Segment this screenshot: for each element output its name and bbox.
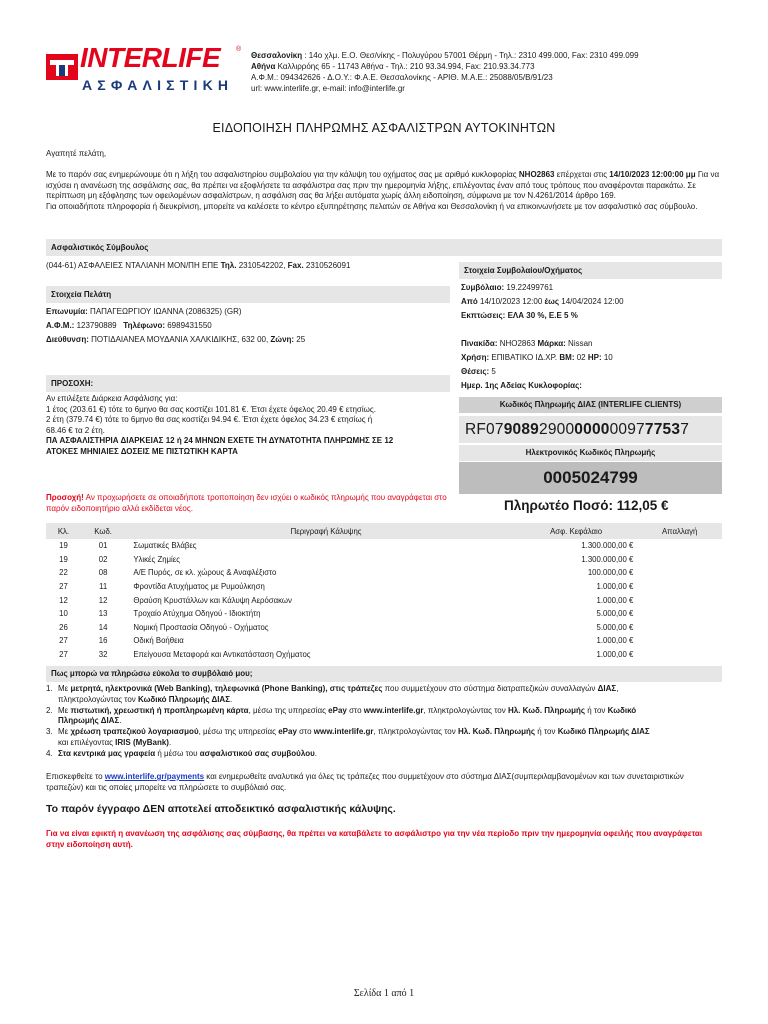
cell-capital: 1.000,00 € — [596, 650, 634, 660]
table-row — [46, 580, 722, 594]
logo-subtitle: ΑΣΦΑΛΙΣΤΙΚΗ — [82, 77, 234, 93]
cell-capital: 5.000,00 € — [596, 609, 634, 619]
cell-capital: 1.300.000,00 € — [581, 541, 634, 551]
how-to-pay-heading: Πως μπορώ να πληρώσω εύκολα το συμβόλαιό μου; — [46, 666, 722, 682]
cell-deductible — [637, 621, 722, 635]
table-row — [46, 634, 722, 648]
cell-description: Σωματικές Βλάβες — [133, 541, 197, 551]
table-row — [46, 621, 722, 635]
cell-code: 02 — [98, 554, 108, 564]
cell-description: Νομική Προστασία Οδηγού - Οχήματος — [133, 622, 269, 632]
vehicle-use: Χρήση: ΕΠΙΒΑΤΙΚΟ ΙΔ.ΧΡ. BM: 02 HP: 10 — [461, 353, 613, 362]
cell-code: 11 — [99, 582, 108, 592]
payment-method-item: 2. Με πιστωτική, χρεωστική ή προπληρωμένη κάρτα, μέσω της υπηρεσίας ePay στο www.interlife.gr, πληκτρολογώντας τον Ηλ. Κωδ. Πληρωμής ή τον Κωδικό Πληρωμής ΔΙΑΣ. — [46, 705, 637, 726]
cell-class: 27 — [59, 582, 68, 592]
table-row — [46, 593, 722, 607]
coverage-table-header — [46, 523, 722, 539]
col-code: Κωδ. — [81, 523, 125, 539]
cell-capital: 1.000,00 € — [596, 582, 634, 592]
payments-link[interactable]: www.interlife.gr/payments — [104, 772, 205, 781]
cell-capital: 5.000,00 € — [596, 622, 634, 632]
cell-code: 13 — [98, 609, 108, 619]
cell-description: Οδική Βοήθεια — [133, 636, 184, 646]
disclaimer: Το παρόν έγγραφο ΔΕΝ αποτελεί αποδεικτικό ασφαλιστικής κάλυψης. — [46, 803, 396, 815]
table-row — [46, 607, 722, 621]
logo-text: INTERLIFE — [80, 42, 221, 73]
cell-description: Τροχαίο Ατύχημα Οδηγού - Ιδιοκτήτη — [133, 609, 261, 619]
customer-name: Επωνυμία: ΠΑΠΑΓΕΩΡΓΙΟΥ ΙΩΑΝΝΑ (2086325) (GR) — [46, 307, 242, 316]
cell-class: 22 — [59, 568, 68, 578]
cell-class: 19 — [59, 541, 68, 551]
table-row — [46, 539, 722, 553]
payment-method-item: 1. Με μετρητά, ηλεκτρονικά (Web Banking), τηλεφωνικά (Phone Banking), στις τράπεζες που συμμετέχουν στο σύστημα διατραπεζικών συναλλαγών ΔΙΑΣ, πληκτρολογώντας τον Κωδικό Πληρωμής ΔΙΑΣ. — [46, 684, 619, 704]
advisor-info: (044-61) ΑΣΦΑΛΕΙΕΣ ΝΤΑΛΙΑΝΗ ΜΟΝ/ΠΗ ΕΠΕ Τηλ. 2310542202, Fax. 2310526091 — [46, 261, 351, 270]
logo-registered-mark: ® — [236, 46, 242, 53]
advisor-heading: Ασφαλιστικός Σύμβουλος — [46, 239, 722, 256]
amount-due: Πληρωτέο Ποσό: 112,05 € — [504, 498, 669, 513]
cell-description: Φροντίδα Ατυχήματος με Ρυμούλκηση — [133, 582, 265, 592]
table-row — [46, 566, 722, 580]
company-contact: Θεσσαλονίκη : 14ο χλμ. Ε.Ο. Θεσ/νίκης - Πολυγύρου 57001 Θέρμη - Τηλ.: 2310 499.000, Fax: 2310 499.099 Αθήνα Καλλιρρόης 65 - 11743 Αθήνα - Τηλ.: 210 93.34.994, Fax: 210.93.34.773 Α.Φ.Μ.: 094342626 - Δ.Ο.Υ.: Φ.Α.Ε. Θεσσαλονίκης - ΑΡΙΘ. Μ.Α.Ε.: 25088/05/Β/91/23 url: www.interlife.gr, e-mail: info@interlife.gr — [251, 51, 639, 93]
cell-deductible — [637, 634, 722, 648]
modification-warning: Προσοχή! Αν προχωρήσετε σε οποιαδήποτε τροποποίηση δεν ισχύει ο κωδικός πληρωμής που αναγράφεται στο παρόν ειδοποιητήριο αλλά εκδίδεται νέος. — [46, 493, 447, 513]
contract-heading: Στοιχεία Συμβολαίου/Οχήματος — [459, 262, 722, 279]
cell-capital: 1.000,00 € — [596, 595, 634, 605]
cell-class: 27 — [59, 636, 68, 646]
cell-deductible — [637, 648, 722, 662]
cell-description: Θραύση Κρυστάλλων και Κάλυψη Αερόσακων — [133, 595, 292, 605]
renewal-notice: Για να είναι εφικτή η ανανέωση της ασφάλισης σας σύμβασης, θα πρέπει να καταβάλετε το ασφάλιστρο για την νέα περίοδο πριν την ημερομηνία οφειλής που αναγράφεται στην ειδοποίηση αυτή. — [46, 829, 703, 849]
e-code-heading: Ηλεκτρονικός Κωδικός Πληρωμής — [459, 445, 722, 461]
cell-class: 27 — [59, 650, 68, 660]
cell-deductible — [637, 539, 722, 553]
cell-deductible — [637, 607, 722, 621]
col-description: Περιγραφή Κάλυψης — [125, 523, 519, 539]
vehicle-plate: Πινακίδα: ΝΗΟ2863 Μάρκα: Nissan — [461, 339, 593, 348]
vehicle-seats: Θέσεις: 5 — [461, 367, 496, 376]
cell-class: 10 — [59, 609, 68, 619]
cell-deductible — [637, 566, 722, 580]
cell-deductible — [637, 553, 722, 567]
payment-methods-list — [46, 684, 722, 760]
cell-code: 14 — [98, 622, 108, 632]
contract-policy: Συμβόλαιο: 19.22499761 — [461, 283, 554, 292]
contract-period: Από 14/10/2023 12:00 έως 14/04/2024 12:00 — [461, 297, 624, 306]
cell-capital: 1.000,00 € — [596, 636, 634, 646]
cell-code: 12 — [98, 595, 108, 605]
cell-class: 12 — [59, 595, 68, 605]
cell-code: 16 — [98, 636, 108, 646]
cell-capital: 100.000,00 € — [587, 568, 634, 578]
cell-class: 26 — [59, 622, 68, 632]
cell-code: 01 — [98, 541, 108, 551]
cell-description: Α/Ε Πυρός, σε κλ. χώρους & Αναφλέξιστο — [133, 568, 277, 578]
page-number: Σελίδα 1 από 1 — [353, 988, 415, 999]
customer-heading: Στοιχεία Πελάτη — [46, 286, 450, 303]
dias-payment-code: RF07908929000000009777537 — [459, 416, 722, 443]
contract-discounts: Εκπτώσεις: ΕΛΑ 30 %, Ε.Ε 5 % — [461, 311, 578, 320]
attention-text: Αν επιλέξετε Διάρκεια Ασφάλισης για: 1 έτος (203.61 €) τότε το 6μηνο θα σας κοστίζει 101.81 €. Έτσι έχετε όφελος 20.49 € ετησίως. 2 έτη (379.74 €) τότε το 6μηνο θα σας κοστίζει 94.94 €. Έτσι έχετε όφελος 34.23 € ετησίως ή 68.46 € τα 2 έτη. ΠΑ ΑΣΦΑΛΙΣΤΗΡΙΑ ΔΙΑΡΚΕΙΑΣ 12 ή 24 ΜΗΝΩΝ ΕΧΕΤΕ ΤΗ ΔΥΝΑΤΟΤΗΤΑ ΠΛΗΡΩΜΗΣ ΣΕ 12 ΑΤΟΚΕΣ ΜΗΝΙΑΙΕΣ ΔΟΣΕΙΣ ΜΕ ΠΙΣΤΩΤΙΚΗ ΚΑΡΤΑ — [46, 394, 394, 456]
col-deductible: Απαλλαγή — [637, 523, 722, 539]
cell-code: 08 — [98, 568, 108, 578]
page-title: ΕΙΔΟΠΟΙΗΣΗ ΠΛΗΡΩΜΗΣ ΑΣΦΑΛΙΣΤΡΩΝ ΑΥΤΟΚΙΝΗΤΩΝ — [212, 121, 556, 135]
customer-address: Διεύθυνση: ΠΟΤΙΔΑΙΑΝΕΑ ΜΟΥΔΑΝΙΑ ΧΑΛΚΙΔΙΚΗΣ, 632 00, Ζώνη: 25 — [46, 335, 306, 344]
dias-code-heading: Κωδικός Πληρωμής ΔΙΑΣ (INTERLIFE CLIENTS) — [459, 397, 722, 413]
table-row — [46, 648, 722, 662]
coverage-table — [46, 523, 722, 661]
cell-description: Υλικές Ζημίες — [133, 554, 181, 564]
cell-deductible — [637, 580, 722, 594]
attention-heading: ΠΡΟΣΟΧΗ: — [46, 375, 450, 392]
customer-afm-phone: Α.Φ.Μ.: 123790889 Τηλέφωνο: 6989431550 — [46, 321, 212, 330]
cell-deductible — [637, 593, 722, 607]
logo-mark-icon — [46, 54, 78, 80]
cell-capital: 1.300.000,00 € — [581, 554, 634, 564]
payment-method-item: 3. Με χρέωση τραπεζικού λογαριασμού, μέσω της υπηρεσίας ePay στο www.interlife.gr, πληκτρολογώντας τον Ηλ. Κωδ. Πληρωμής ή τον Κωδικό Πληρωμής ΔΙΑΣ και επιλέγοντας IRIS (MyBank). — [46, 727, 650, 747]
cell-description: Επείγουσα Μεταφορά και Αντικατάσταση Οχήματος — [133, 650, 311, 660]
electronic-payment-code: 0005024799 — [459, 462, 722, 494]
cell-code: 32 — [98, 650, 108, 660]
cell-class: 19 — [59, 554, 68, 564]
col-class: Κλ. — [46, 523, 81, 539]
table-row — [46, 553, 722, 567]
col-capital: Ασφ. Κεφάλαιο — [519, 523, 637, 539]
visit-text: Επισκεφθείτε το www.interlife.gr/payments και ενημερωθείτε αναλυτικά για όλες τις τράπεζες που συμμετέχουν στο σύστημα ΔΙΑΣ(συμπεριλαμβανομένων και των συνεταιριστικών τραπεζών) και τις οποίες μπορείτε να πληρώσετε το συμβόλαιό σας. — [46, 772, 684, 792]
vehicle-first-license: Ημερ. 1ης Αδείας Κυκλοφορίας: — [461, 381, 582, 390]
intro-text: Αγαπητέ πελάτη, Με το παρόν σας ενημερώνουμε ότι η λήξη του ασφαλιστηρίου συμβολαίου για την κάλυψη του οχήματος σας με αριθμό κυκλοφορίας ΝΗΟ2863 επέρχεται στις 14/10/2023 12:00:00 μμ Για να ισχύσει η ανανέωση της ασφάλισης σας, θα πρέπει να εξοφλήσετε τα ασφάλιστρα σας πριν την ημερομηνία λήξης, επιλέγοντας έναν από τους τρόπους που αναφέρονται παρακάτω. Σε περίπτωση μη εξόφλησης των οφειλομένων ασφαλίστρων, η ασφάλιση σας θα λήξει αυτόματα χωρίς άλλη ειδοποίηση, σύμφωνα με τον Ν.4261/2014 άρθρο 169. Για οποιαδήποτε πληροφορία ή διευκρίνιση, μπορείτε να καλέσετε το κέντρο εξυπηρέτησης πελατών σε Αθήνα και Θεσσαλονίκη ή να επικοινωνήσετε με τον ασφαλιστικό σας σύμβουλο. — [46, 149, 720, 211]
payment-method-item: 4. Στα κεντρικά μας γραφεία ή μέσω του ασφαλιστικού σας συμβούλου. — [46, 748, 317, 758]
